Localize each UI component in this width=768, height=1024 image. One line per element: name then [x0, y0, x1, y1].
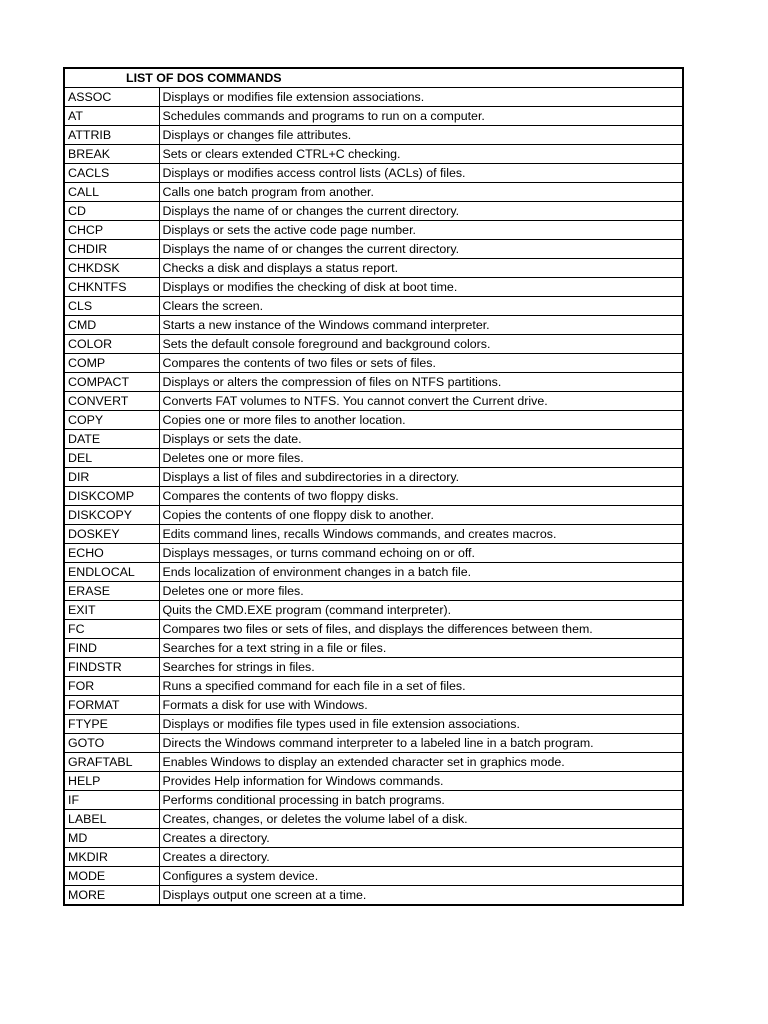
- command-name: CALL: [64, 183, 159, 202]
- table-row: [64, 202, 683, 221]
- command-description: Compares two files or sets of files, and displays the differences between them.: [159, 620, 683, 639]
- table-row: [64, 848, 683, 867]
- command-description: Schedules commands and programs to run on a computer.: [159, 107, 683, 126]
- command-name: CHKDSK: [64, 259, 159, 278]
- command-description: Displays or changes file attributes.: [159, 126, 683, 145]
- command-description: Displays or modifies the checking of disk at boot time.: [159, 278, 683, 297]
- command-name: DISKCOMP: [64, 487, 159, 506]
- table-row: [64, 658, 683, 677]
- command-name: MKDIR: [64, 848, 159, 867]
- table-row: [64, 164, 683, 183]
- command-description: Compares the contents of two files or sets of files.: [159, 354, 683, 373]
- table-title: LIST OF DOS COMMANDS: [64, 68, 683, 88]
- table-row: [64, 487, 683, 506]
- command-description: Formats a disk for use with Windows.: [159, 696, 683, 715]
- command-description: Starts a new instance of the Windows command interpreter.: [159, 316, 683, 335]
- command-name: IF: [64, 791, 159, 810]
- command-name: DIR: [64, 468, 159, 487]
- command-description: Displays or modifies access control lists (ACLs) of files.: [159, 164, 683, 183]
- command-description: Displays or modifies file types used in file extension associations.: [159, 715, 683, 734]
- command-name: CD: [64, 202, 159, 221]
- command-name: MORE: [64, 886, 159, 906]
- table-row: [64, 525, 683, 544]
- table-row: [64, 696, 683, 715]
- command-description: Displays or sets the date.: [159, 430, 683, 449]
- command-description: Provides Help information for Windows commands.: [159, 772, 683, 791]
- command-name: FTYPE: [64, 715, 159, 734]
- command-description: Quits the CMD.EXE program (command interpreter).: [159, 601, 683, 620]
- table-row: [64, 677, 683, 696]
- command-name: CHCP: [64, 221, 159, 240]
- command-description: Directs the Windows command interpreter to a labeled line in a batch program.: [159, 734, 683, 753]
- command-description: Displays or sets the active code page number.: [159, 221, 683, 240]
- command-name: CMD: [64, 316, 159, 335]
- table-row: [64, 297, 683, 316]
- table-title-row: [64, 68, 683, 88]
- table-row: [64, 107, 683, 126]
- table-row: [64, 620, 683, 639]
- table-row: [64, 430, 683, 449]
- command-description: Creates a directory.: [159, 829, 683, 848]
- command-name: HELP: [64, 772, 159, 791]
- command-name: COMP: [64, 354, 159, 373]
- command-name: ASSOC: [64, 88, 159, 107]
- table-row: [64, 734, 683, 753]
- table-row: [64, 411, 683, 430]
- table-row: [64, 449, 683, 468]
- table-row: [64, 373, 683, 392]
- command-name: GOTO: [64, 734, 159, 753]
- table-row: [64, 468, 683, 487]
- table-row: [64, 506, 683, 525]
- command-description: Converts FAT volumes to NTFS. You cannot convert the Current drive.: [159, 392, 683, 411]
- table-row: [64, 791, 683, 810]
- command-name: FOR: [64, 677, 159, 696]
- command-description: Enables Windows to display an extended character set in graphics mode.: [159, 753, 683, 772]
- command-name: LABEL: [64, 810, 159, 829]
- table-row: [64, 88, 683, 107]
- table-row: [64, 392, 683, 411]
- table-row: [64, 867, 683, 886]
- command-description: Copies one or more files to another location.: [159, 411, 683, 430]
- table-row: [64, 639, 683, 658]
- table-row: [64, 278, 683, 297]
- command-description: Copies the contents of one floppy disk to another.: [159, 506, 683, 525]
- command-name: COPY: [64, 411, 159, 430]
- command-description: Displays messages, or turns command echoing on or off.: [159, 544, 683, 563]
- command-name: FIND: [64, 639, 159, 658]
- command-name: COMPACT: [64, 373, 159, 392]
- table-row: [64, 221, 683, 240]
- command-name: DEL: [64, 449, 159, 468]
- command-description: Deletes one or more files.: [159, 582, 683, 601]
- command-name: ENDLOCAL: [64, 563, 159, 582]
- dos-commands-table: [63, 67, 684, 906]
- command-description: Sets or clears extended CTRL+C checking.: [159, 145, 683, 164]
- command-description: Searches for strings in files.: [159, 658, 683, 677]
- command-description: Displays the name of or changes the current directory.: [159, 202, 683, 221]
- command-name: ERASE: [64, 582, 159, 601]
- command-name: GRAFTABL: [64, 753, 159, 772]
- command-description: Displays the name of or changes the current directory.: [159, 240, 683, 259]
- command-name: MODE: [64, 867, 159, 886]
- command-name: BREAK: [64, 145, 159, 164]
- command-name: FORMAT: [64, 696, 159, 715]
- table-row: [64, 259, 683, 278]
- command-description: Ends localization of environment changes in a batch file.: [159, 563, 683, 582]
- command-description: Displays or alters the compression of files on NTFS partitions.: [159, 373, 683, 392]
- table-row: [64, 145, 683, 164]
- command-description: Clears the screen.: [159, 297, 683, 316]
- table-row: [64, 240, 683, 259]
- command-description: Compares the contents of two floppy disks.: [159, 487, 683, 506]
- table-row: [64, 753, 683, 772]
- command-name: CONVERT: [64, 392, 159, 411]
- table-row: [64, 563, 683, 582]
- table-row: [64, 810, 683, 829]
- command-description: Displays or modifies file extension associations.: [159, 88, 683, 107]
- command-name: CLS: [64, 297, 159, 316]
- command-name: COLOR: [64, 335, 159, 354]
- command-name: CHDIR: [64, 240, 159, 259]
- table-row: [64, 772, 683, 791]
- command-description: Edits command lines, recalls Windows commands, and creates macros.: [159, 525, 683, 544]
- command-name: AT: [64, 107, 159, 126]
- command-name: DISKCOPY: [64, 506, 159, 525]
- command-name: FINDSTR: [64, 658, 159, 677]
- command-description: Creates a directory.: [159, 848, 683, 867]
- table-row: [64, 582, 683, 601]
- command-description: Creates, changes, or deletes the volume label of a disk.: [159, 810, 683, 829]
- command-name: EXIT: [64, 601, 159, 620]
- command-description: Checks a disk and displays a status report.: [159, 259, 683, 278]
- command-description: Performs conditional processing in batch programs.: [159, 791, 683, 810]
- command-name: FC: [64, 620, 159, 639]
- table-row: [64, 354, 683, 373]
- command-description: Calls one batch program from another.: [159, 183, 683, 202]
- table-row: [64, 886, 683, 906]
- command-name: CHKNTFS: [64, 278, 159, 297]
- command-description: Configures a system device.: [159, 867, 683, 886]
- table-row: [64, 335, 683, 354]
- table-row: [64, 715, 683, 734]
- table-row: [64, 316, 683, 335]
- command-name: CACLS: [64, 164, 159, 183]
- command-description: Searches for a text string in a file or files.: [159, 639, 683, 658]
- table-row: [64, 183, 683, 202]
- command-description: Runs a specified command for each file in a set of files.: [159, 677, 683, 696]
- command-name: ECHO: [64, 544, 159, 563]
- table-row: [64, 544, 683, 563]
- command-name: DOSKEY: [64, 525, 159, 544]
- command-name: MD: [64, 829, 159, 848]
- command-description: Displays output one screen at a time.: [159, 886, 683, 906]
- command-name: ATTRIB: [64, 126, 159, 145]
- table-row: [64, 601, 683, 620]
- command-name: DATE: [64, 430, 159, 449]
- command-description: Displays a list of files and subdirectories in a directory.: [159, 468, 683, 487]
- table-row: [64, 126, 683, 145]
- command-description: Sets the default console foreground and background colors.: [159, 335, 683, 354]
- table-row: [64, 829, 683, 848]
- command-description: Deletes one or more files.: [159, 449, 683, 468]
